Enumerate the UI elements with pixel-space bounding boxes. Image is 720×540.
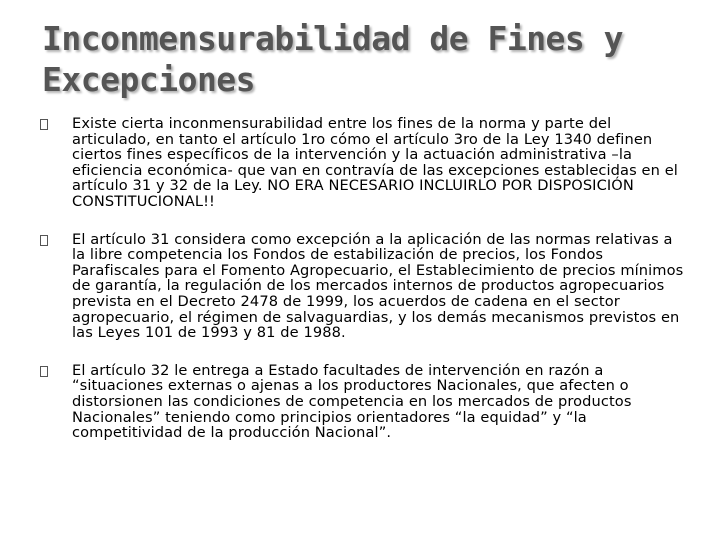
bullet-text: El artículo 32 le entrega a Estado facultades de intervención en razón a “situaciones externas o ajenas a los productores Nacionales, que afecten o distorsionen las condiciones de competencia en los mercados de productos Nacionales” teniendo como principios orientadores “la equidad” y “la competitividad de la producción Nacional”. [72, 361, 632, 442]
bullet-item [40, 232, 690, 341]
bullet-text: El artículo 31 considera como excepción a la aplicación de las normas relativas a la libre competencia los Fondos de estabilización de precios, los Fondos Parafiscales para el Fomento Agropecuario, el Establecimiento de precios mínimos de garantía, la regulación de los mercados internos de productos agropecuarios prevista en el Decreto 2478 de 1999, los acuerdos de cadena en el sector agropecuario, el régimen de salvaguardias, y los demás mecanismos previstos en las Leyes 101 de 1993 y 81 de 1988. [72, 230, 684, 342]
bullet-item [40, 363, 690, 441]
slide-title: Inconmensurabilidad de Fines y Excepciones [42, 19, 624, 99]
box-bullet-icon [40, 366, 48, 377]
box-bullet-icon [40, 235, 48, 246]
bullet-item [40, 116, 690, 210]
bullet-text: Existe cierta inconmensurabilidad entre los fines de la norma y parte del articulado, en tanto el artículo 1ro cómo el artículo 3ro de la Ley 1340 definen ciertos fines específicos de la intervención y la actuación administrativa –la eficiencia económica- que van en contravía de las excepciones establecidas en el artículo 31 y 32 de la Ley. NO ERA NECESARIO INCLUIRLO POR DISPOSICIÓN CONSTITUCIONAL!! [72, 115, 678, 210]
box-bullet-icon [40, 119, 48, 130]
bullet-list [40, 116, 690, 441]
